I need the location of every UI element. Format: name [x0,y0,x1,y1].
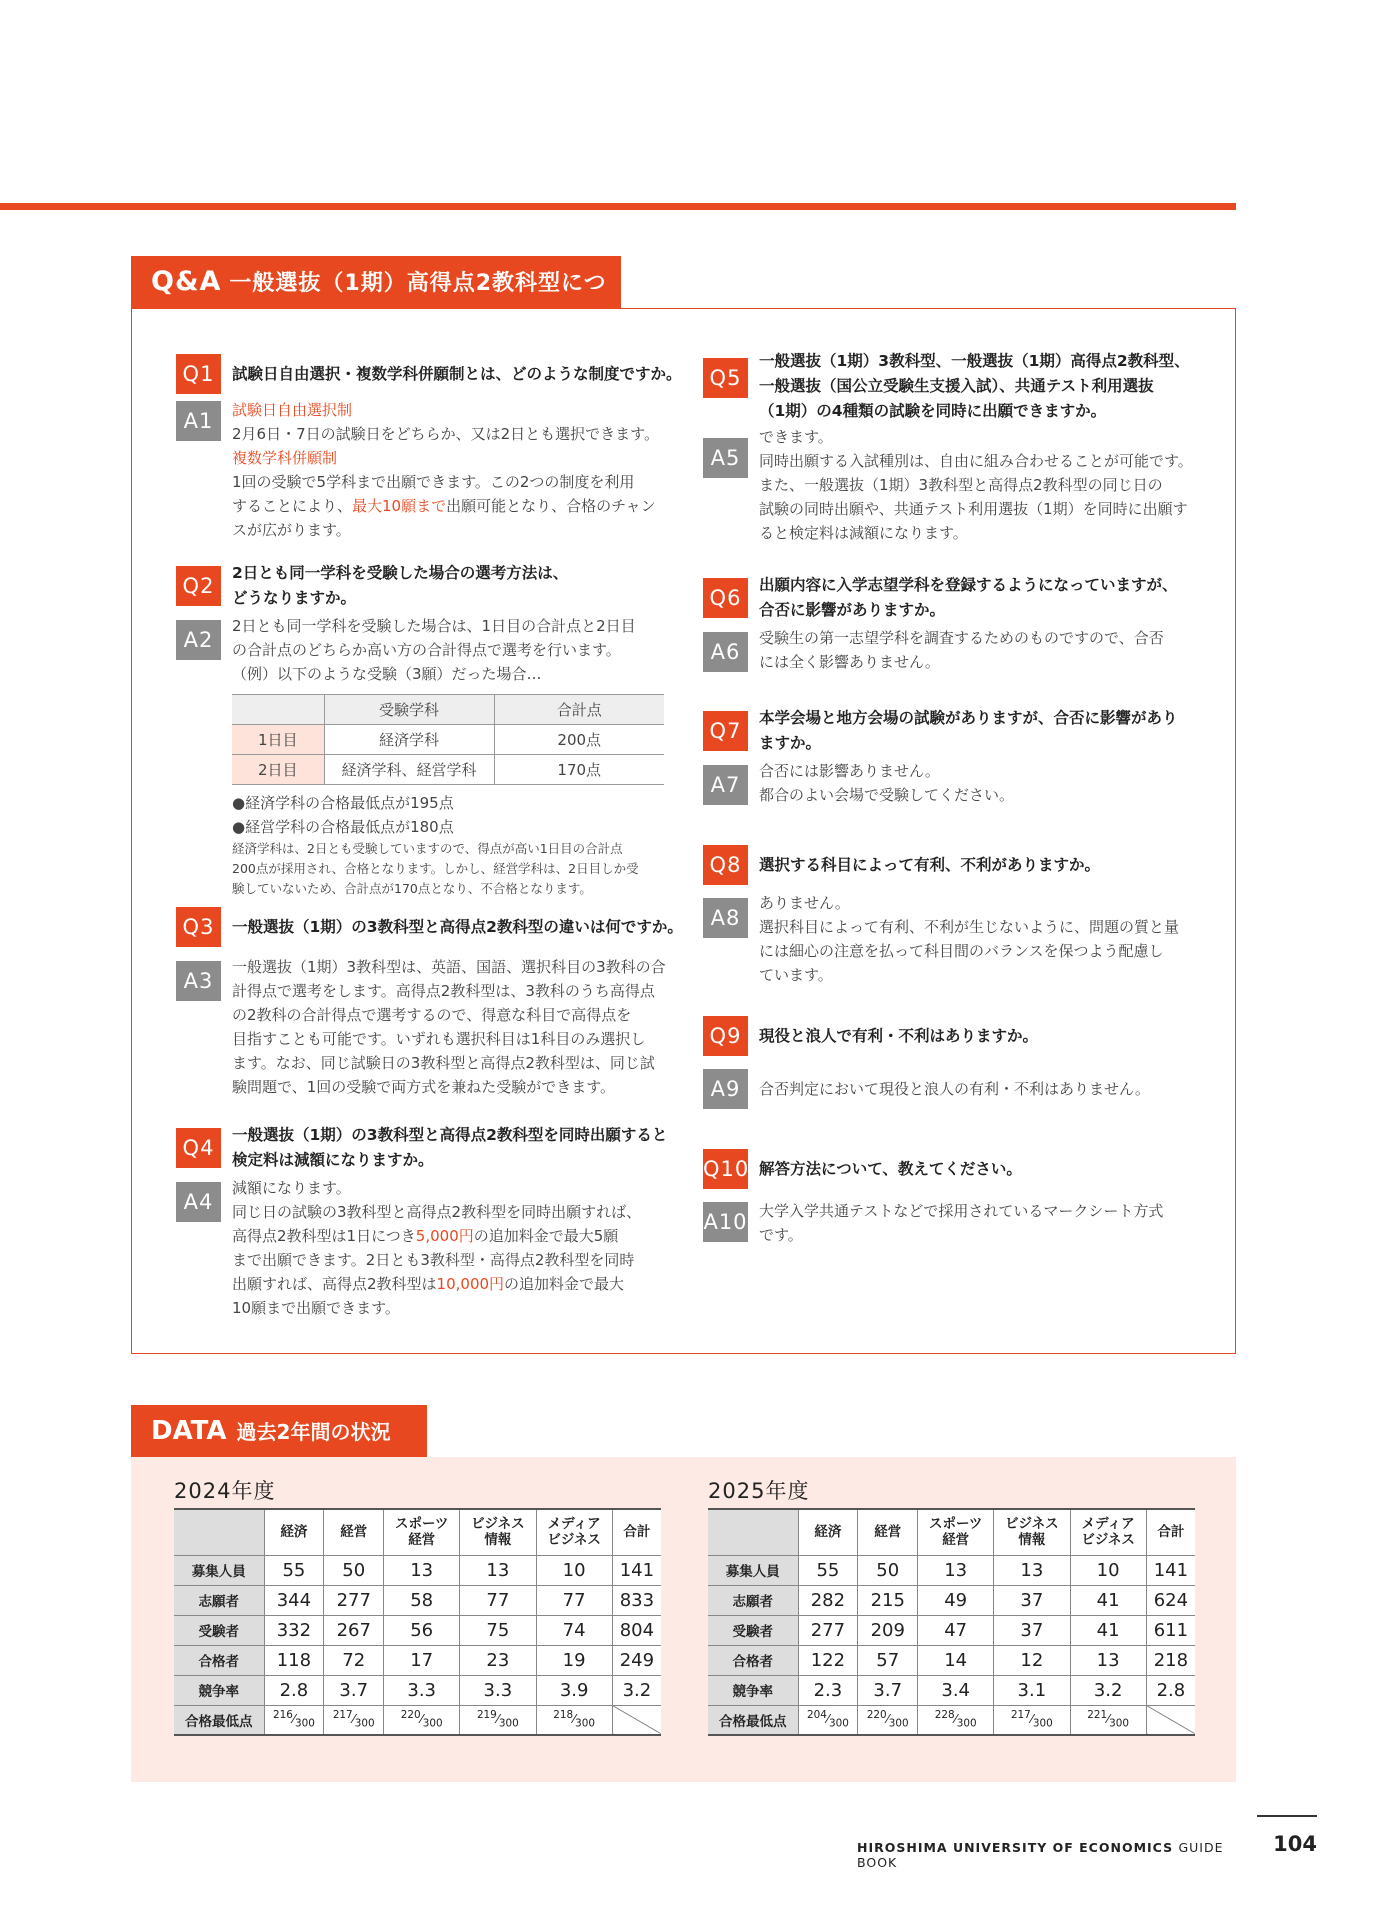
a-badge: A6 [703,632,748,672]
note-small: 験していないため、合計点が170点となり、不合格となります。 [232,881,592,896]
min-score-cell [324,1705,384,1735]
answer-text [759,1199,1163,1247]
qa-tab-prefix: Q&A [151,266,222,297]
table-cell: 72 [324,1645,384,1675]
min-score-cell [460,1705,536,1735]
column-header-line: 経営 [408,1532,436,1549]
fraction-slash: ⁄ [886,1711,889,1727]
answer-line: 同じ日の試験の3教科型と高得点2教科型を同時出願すれば、 [232,1203,642,1221]
table-cell: 141 [612,1555,661,1585]
question-line: 本学会場と地方会場の試験がありますが、合否に影響があり [759,709,1178,727]
table-cell: 10 [536,1555,612,1585]
column-header-line: ビジネス [1005,1516,1059,1533]
column-header-line: メディア [547,1516,601,1533]
fraction-slash: ⁄ [420,1711,423,1727]
question-line: 検定料は減額になりますか。 [232,1151,434,1169]
fraction-slash: ⁄ [496,1711,499,1727]
table-row [174,1555,661,1585]
answer-line: 2月6日・7日の試験日をどちらか、又は2日とも選択できます。 [232,425,659,443]
min-score-denominator: 300 [575,1718,596,1731]
column-header-line: ビジネス [547,1532,601,1549]
a-badge: A10 [703,1202,748,1242]
example-corner [232,695,324,725]
a-badge: A7 [703,765,748,805]
q-badge: Q9 [703,1016,748,1056]
year-label-2024: 2024年度 [174,1479,276,1503]
table-row-min-score [174,1705,661,1735]
table-cell: 215 [858,1585,918,1615]
answer-line: 1回の受験で5学科まで出願できます。この2つの制度を利用 [232,473,635,491]
stats-table-2024 [174,1508,661,1736]
table-cell: 75 [460,1615,536,1645]
table-cell: 277 [324,1585,384,1615]
q-badge: Q2 [176,566,221,606]
table-cell: 3.7 [858,1675,918,1705]
row-header: 募集人員 [174,1555,264,1585]
answer-text [232,1176,641,1320]
answer-line: まで出願できます。2日とも3教科型・高得点2教科型を同時 [232,1251,635,1269]
answer-line: 大学入学共通テストなどで採用されているマークシート方式 [759,1202,1164,1220]
example-cell: 経済学科、経営学科 [324,755,494,785]
question-text [232,1123,667,1173]
min-score-denominator: 300 [1109,1718,1130,1731]
min-score-value: 217 [1010,1709,1031,1722]
example-cell: 200点 [494,725,664,755]
table-cell: 267 [324,1615,384,1645]
footer-school: HIROSHIMA UNIVERSITY OF ECONOMICS [857,1840,1174,1855]
table-cell: 282 [798,1585,858,1615]
min-score-denominator: 300 [1032,1718,1053,1731]
min-score-denominator: 300 [422,1718,443,1731]
a-badge: A4 [176,1182,221,1222]
stats-table-2025 [708,1508,1195,1736]
table-cell: 249 [612,1645,661,1675]
row-header: 受験者 [174,1615,264,1645]
column-header-line: 情報 [1018,1532,1046,1549]
answer-line: 2日とも同一学科を受験した場合は、1日目の合計点と2日目 [232,617,636,635]
answer-text [759,759,1014,807]
table-cell: 77 [460,1585,536,1615]
fraction-slash: ⁄ [573,1711,576,1727]
table-header-row [708,1509,1195,1555]
answer-line: 同時出願する入試種別は、自由に組み合わせることが可能です。 [759,452,1193,470]
note-small: 200点が採用され、合格となります。しかし、経営学科は、2日目しか受 [232,861,639,876]
column-header-line: 合計 [1157,1524,1185,1541]
column-header [798,1509,858,1555]
answer-line: スが広がります。 [232,521,351,539]
example-table [232,694,664,785]
table-cell: 218 [1146,1645,1195,1675]
example-cell: 1日目 [232,725,324,755]
answer-span: の追加料金で最大5願 [473,1227,619,1245]
q-badge: Q10 [703,1149,748,1189]
row-header: 合格最低点 [708,1705,798,1735]
table-cell: 41 [1070,1615,1146,1645]
column-header [858,1509,918,1555]
answer-highlight: 最大10願まで [352,497,447,515]
min-score-value: 204 [806,1709,827,1722]
column-header [1146,1509,1195,1555]
table-cell: 58 [384,1585,460,1615]
answer-line [232,1272,641,1296]
table-cell: 611 [1146,1615,1195,1645]
fraction-slash: ⁄ [826,1711,829,1727]
empty-diagonal-cell [612,1705,661,1735]
table-cell: 118 [264,1645,324,1675]
min-score-value: 220 [866,1709,887,1722]
a-badge: A3 [176,961,221,1001]
a-badge: A9 [703,1069,748,1109]
q-badge: Q1 [176,354,221,394]
question-text [232,561,568,611]
answer-line: また、一般選抜（1期）3教科型と高得点2教科型の同じ日の [759,476,1163,494]
answer-line: 選択科目によって有利、不利が生じないように、問題の質と量 [759,918,1180,936]
answer-span: することにより、 [232,497,353,515]
answer-text [759,626,1164,674]
table-cell: 3.9 [536,1675,612,1705]
answer-heading: 複数学科併願制 [232,449,338,467]
row-header: 合格者 [708,1645,798,1675]
answer-line: 合否判定において現役と浪人の有利・不利はありません。 [759,1080,1150,1098]
table-cell: 74 [536,1615,612,1645]
note-small: 経済学科は、2日とも受験していますので、得点が高い1日目の合計点 [232,841,623,856]
table-cell: 13 [460,1555,536,1585]
answer-heading: 試験日自由選択制 [232,401,353,419]
column-header [384,1509,460,1555]
table-cell: 13 [384,1555,460,1585]
table-cell: 2.3 [798,1675,858,1705]
data-tab-prefix: DATA [151,1416,227,1446]
question-text: 選択する科目によって有利、不利がありますか。 [759,856,1101,874]
min-score-cell [918,1705,994,1735]
question-text [759,349,1190,424]
row-header: 受験者 [708,1615,798,1645]
column-header [536,1509,612,1555]
table-cell: 77 [536,1585,612,1615]
answer-line: 一般選抜（1期）3教科型は、英語、国語、選択科目の3教科の合 [232,958,666,976]
min-score-denominator: 300 [956,1718,977,1731]
column-header [612,1509,661,1555]
table-row [708,1645,1195,1675]
table-cell: 3.1 [994,1675,1070,1705]
table-cell: 23 [460,1645,536,1675]
answer-line: ています。 [759,966,833,984]
min-score-value: 228 [934,1709,955,1722]
table-cell: 277 [798,1615,858,1645]
a-badge: A8 [703,898,748,938]
column-header [324,1509,384,1555]
min-score-denominator: 300 [888,1718,909,1731]
min-score-cell [536,1705,612,1735]
column-header-line: 合計 [623,1524,651,1541]
page-footer [857,1815,1317,1875]
row-header: 競争率 [174,1675,264,1705]
column-header [1070,1509,1146,1555]
answer-line: （例）以下のような受験（3願）だった場合… [232,665,542,683]
min-score-denominator: 300 [498,1718,519,1731]
table-cell: 57 [858,1645,918,1675]
answer-line: 減額になります。 [232,1179,351,1197]
fraction-slash: ⁄ [1107,1711,1110,1727]
fraction-slash: ⁄ [1030,1711,1033,1727]
qa-tab-title: 一般選抜（1期）高得点2教科型について [151,271,607,348]
question-line: 一般選抜（1期）の3教科型と高得点2教科型を同時出願すると [232,1126,668,1144]
question-line: 2日とも同一学科を受験した場合の選考方法は、 [232,564,569,582]
q-badge: Q6 [703,578,748,618]
table-cell: 833 [612,1585,661,1615]
answer-text [759,1077,1150,1101]
answer-line: 受験生の第一志望学科を調査するためのものですので、合否 [759,629,1164,647]
table-cell: 55 [798,1555,858,1585]
min-score-cell [798,1705,858,1735]
table-row-min-score [708,1705,1195,1735]
answer-text [759,891,1179,987]
min-score-cell [858,1705,918,1735]
question-line: 合否に影響がありますか。 [759,601,946,619]
min-score-denominator: 300 [354,1718,375,1731]
column-header-line: ビジネス [471,1516,525,1533]
min-score-denominator: 300 [294,1718,315,1731]
table-cell: 3.7 [324,1675,384,1705]
table-cell: 19 [536,1645,612,1675]
column-header-line: スポーツ [928,1516,983,1533]
table-cell: 12 [994,1645,1070,1675]
min-score-cell [264,1705,324,1735]
column-header-line: 経済 [814,1524,842,1541]
q-badge: Q3 [176,907,221,947]
table-cell: 41 [1070,1585,1146,1615]
table-cell: 13 [918,1555,994,1585]
example-cell: 170点 [494,755,664,785]
empty-diagonal-cell [1146,1705,1195,1735]
answer-line [232,494,659,518]
min-score-cell [994,1705,1070,1735]
answer-span: 高得点2教科型は1日につき [232,1227,416,1245]
table-cell: 3.3 [460,1675,536,1705]
qa-section-tab [131,256,621,348]
q-badge: Q4 [176,1128,221,1168]
row-header: 合格者 [174,1645,264,1675]
table-cell: 50 [858,1555,918,1585]
answer-line: ありません。 [759,894,850,912]
question-text [759,573,1178,623]
answer-line: ます。なお、同じ試験日の3教科型と高得点2教科型は、同じ試 [232,1054,655,1072]
q-badge: Q8 [703,845,748,885]
table-cell: 624 [1146,1585,1195,1615]
note-line: ●経済学科の合格最低点が195点 [232,794,454,812]
a-badge: A5 [703,438,748,478]
table-corner [174,1509,264,1555]
answer-text [232,614,664,899]
fraction-slash: ⁄ [352,1711,355,1727]
question-text: 現役と浪人で有利・不利はありますか。 [759,1027,1039,1045]
answer-highlight: 5,000円 [415,1227,474,1245]
column-header-line: 経営 [942,1532,970,1549]
min-score-value: 216 [272,1709,293,1722]
column-header-line: 情報 [484,1532,512,1549]
table-cell: 47 [918,1615,994,1645]
page-number: 104 [1273,1832,1317,1856]
fraction-slash: ⁄ [292,1711,295,1727]
table-cell: 17 [384,1645,460,1675]
answer-line: には全く影響ありません。 [759,653,940,671]
footer-rule [1257,1815,1317,1817]
table-cell: 13 [994,1555,1070,1585]
table-row [708,1585,1195,1615]
table-row [174,1675,661,1705]
column-header [994,1509,1070,1555]
column-header-line: 経営 [874,1524,902,1541]
answer-line: の合計点のどちらか高い方の合計得点で選考を行います。 [232,641,621,659]
min-score-cell [384,1705,460,1735]
question-text: 解答方法について、教えてください。 [759,1160,1022,1178]
data-tab-title: 過去2年間の状況 [236,1420,391,1444]
answer-line: には細心の注意を払って科目間のバランスを保つよう配慮し [759,942,1164,960]
answer-line [232,1224,641,1248]
q-badge: Q5 [703,358,748,398]
min-score-value: 219 [476,1709,497,1722]
min-score-cell [1070,1705,1146,1735]
answer-span: 出願可能となり、合格のチャン [446,497,656,515]
answer-line: 計得点で選考をします。高得点2教科型は、3教科のうち高得点 [232,982,655,1000]
footer-guide: GUIDE BOOK [857,1840,1224,1870]
table-row [174,1645,661,1675]
example-header: 合計点 [494,695,664,725]
table-cell: 804 [612,1615,661,1645]
column-header-line: 経済 [280,1524,308,1541]
min-score-value: 217 [332,1709,353,1722]
column-header [264,1509,324,1555]
top-accent-bar [0,203,1236,210]
table-cell: 56 [384,1615,460,1645]
data-section-tab [131,1405,427,1457]
min-score-value: 221 [1087,1709,1108,1722]
question-line: 一般選抜（1期）3教科型、一般選抜（1期）高得点2教科型、 [759,352,1190,370]
row-header: 募集人員 [708,1555,798,1585]
table-cell: 14 [918,1645,994,1675]
question-text: 試験日自由選択・複数学科併願制とは、どのような制度ですか。 [232,365,682,383]
question-line: 一般選抜（国公立受験生支援入試）、共通テスト利用選抜 [759,377,1154,395]
footer-text [857,1840,1247,1870]
answer-line: 都合のよい会場で受験してください。 [759,786,1015,804]
a-badge: A2 [176,620,221,660]
column-header-line: スポーツ [394,1516,449,1533]
table-cell: 2.8 [264,1675,324,1705]
row-header: 合格最低点 [174,1705,264,1735]
answer-line: 10願まで出願できます。 [232,1299,400,1317]
row-header: 志願者 [174,1585,264,1615]
table-cell: 13 [1070,1645,1146,1675]
question-line: （1期）の4種類の試験を同時に出願できますか。 [759,402,1107,420]
answer-line: 合否には影響ありません。 [759,762,940,780]
answer-span: の追加料金で最大 [504,1275,625,1293]
table-cell: 55 [264,1555,324,1585]
question-line: どうなりますか。 [232,589,357,607]
a-badge: A1 [176,401,221,441]
table-cell: 344 [264,1585,324,1615]
answer-line: できます。 [759,428,833,446]
question-text: 一般選抜（1期）の3教科型と高得点2教科型の違いは何ですか。 [232,918,683,936]
answer-line: の2教科の合計得点で選考するので、得意な科目で高得点を [232,1006,632,1024]
min-score-value: 220 [400,1709,421,1722]
question-text [759,706,1178,756]
q-badge: Q7 [703,711,748,751]
note-line: ●経営学科の合格最低点が180点 [232,818,454,836]
qa-box [131,308,1236,1354]
year-label-2025: 2025年度 [708,1479,810,1503]
answer-highlight: 10,000円 [436,1275,505,1293]
table-row [708,1555,1195,1585]
table-cell: 332 [264,1615,324,1645]
table-cell: 37 [994,1585,1070,1615]
answer-span: 出願すれば、高得点2教科型は [232,1275,437,1293]
answer-line: 験問題で、1回の受験で両方式を兼ねた受験ができます。 [232,1078,616,1096]
table-corner [708,1509,798,1555]
answer-text [232,955,666,1099]
answer-line: 試験の同時出願や、共通テスト利用選抜（1期）を同時に出願す [759,500,1188,518]
table-cell: 37 [994,1615,1070,1645]
table-row [174,1585,661,1615]
table-row [708,1675,1195,1705]
column-header-line: メディア [1081,1516,1135,1533]
table-cell: 141 [1146,1555,1195,1585]
min-score-value: 218 [553,1709,574,1722]
example-cell: 2日目 [232,755,324,785]
answer-line: ると検定料は減額になります。 [759,524,968,542]
table-row [708,1615,1195,1645]
table-cell: 49 [918,1585,994,1615]
row-header: 志願者 [708,1585,798,1615]
answer-line: 目指すことも可能です。いずれも選択科目は1科目のみ選択し [232,1030,646,1048]
table-header-row [174,1509,661,1555]
fraction-slash: ⁄ [954,1711,957,1727]
column-header-line: 経営 [340,1524,368,1541]
table-cell: 3.4 [918,1675,994,1705]
column-header [460,1509,536,1555]
example-cell: 経済学科 [324,725,494,755]
table-cell: 50 [324,1555,384,1585]
answer-line: です。 [759,1226,803,1244]
column-header-line: ビジネス [1081,1532,1135,1549]
column-header [918,1509,994,1555]
table-cell: 3.2 [612,1675,661,1705]
table-cell: 3.2 [1070,1675,1146,1705]
answer-text [232,398,659,542]
question-line: ますか。 [759,734,822,752]
table-cell: 209 [858,1615,918,1645]
table-cell: 3.3 [384,1675,460,1705]
table-cell: 10 [1070,1555,1146,1585]
row-header: 競争率 [708,1675,798,1705]
table-cell: 122 [798,1645,858,1675]
table-cell: 2.8 [1146,1675,1195,1705]
example-header: 受験学科 [324,695,494,725]
min-score-denominator: 300 [828,1718,849,1731]
question-line: 出願内容に入学志望学科を登録するようになっていますが、 [759,576,1178,594]
answer-text [759,425,1193,545]
table-row [174,1615,661,1645]
